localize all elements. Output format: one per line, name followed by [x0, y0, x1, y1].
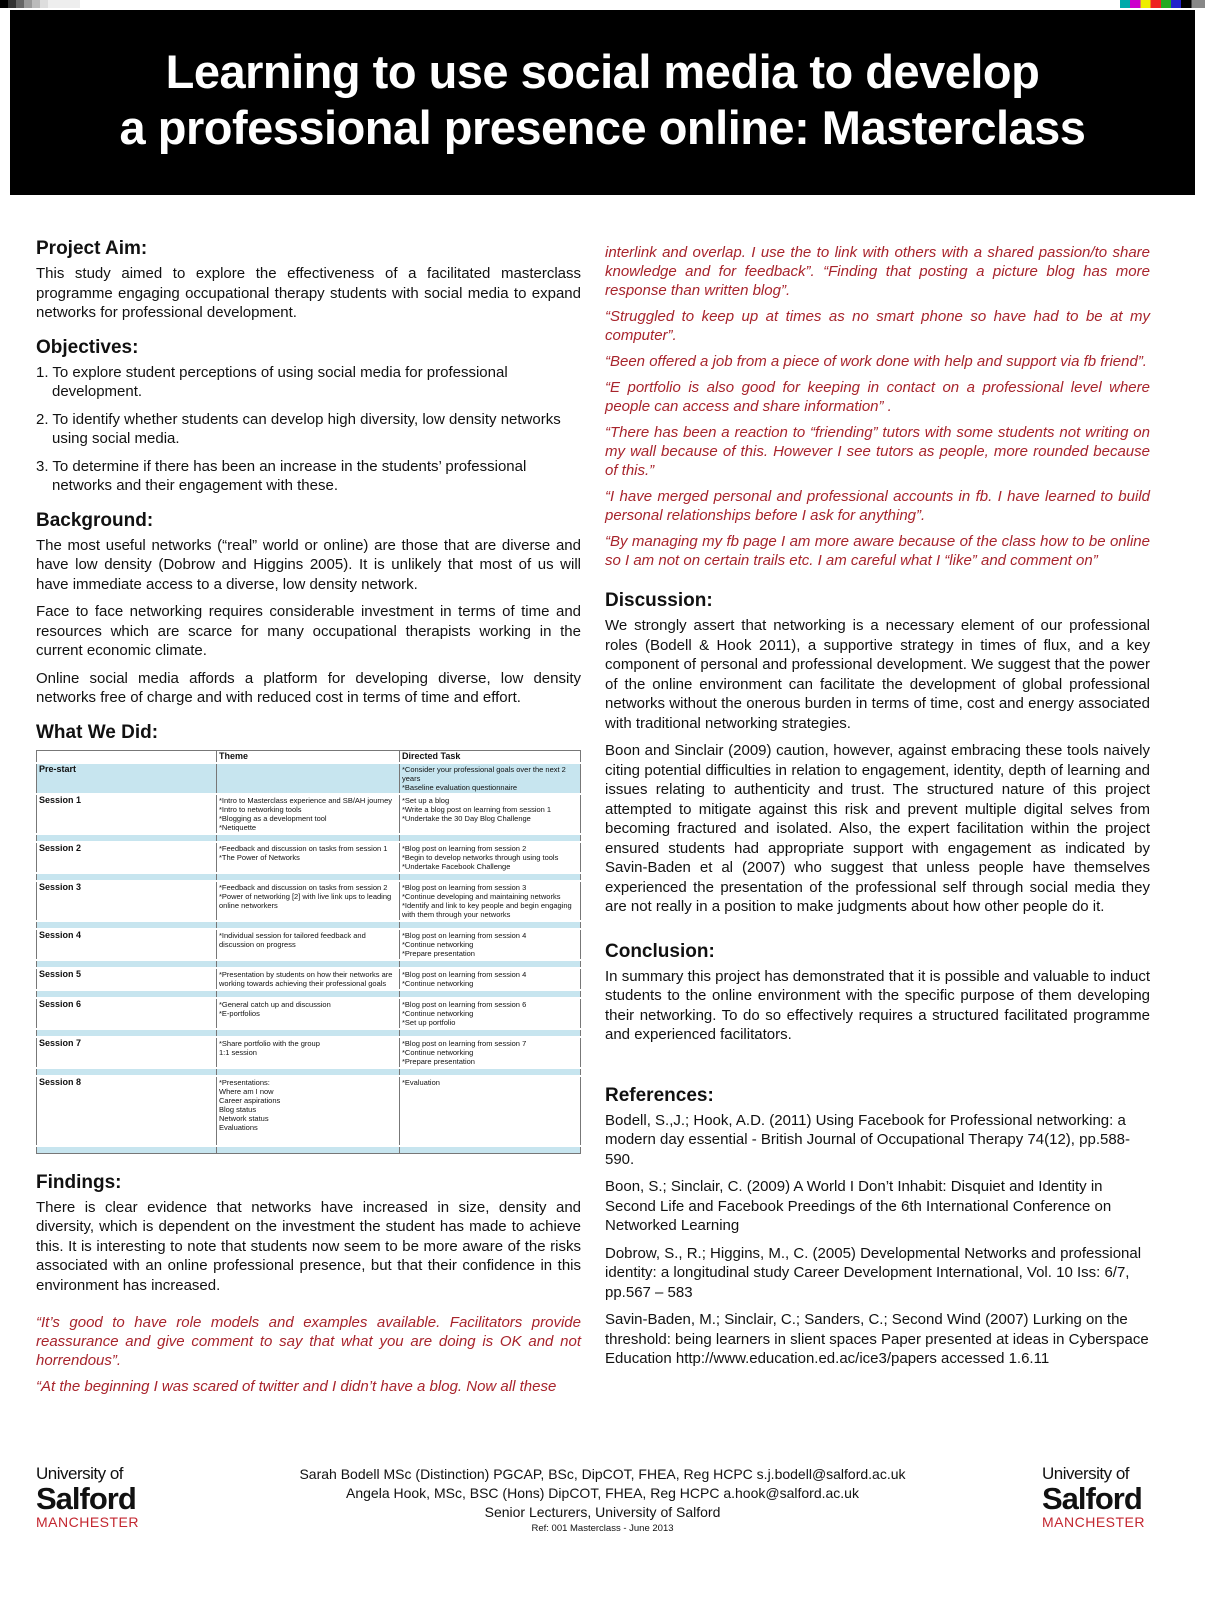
table-row: [37, 998, 581, 1029]
discussion-section: [605, 590, 1150, 917]
separator-cell: [37, 921, 217, 929]
student-quote: “By managing my fb page I am more aware because of the class how to be online so I am not on certain trails etc. I am careful what I “like” and comment on”: [605, 533, 1150, 569]
references-section: [605, 1085, 1150, 1369]
session-cell: Session 6: [37, 998, 217, 1029]
logo-manchester: MANCHESTER: [1042, 1514, 1146, 1530]
logo-university-of: University of: [1042, 1464, 1130, 1483]
table-row-separator: [37, 921, 581, 929]
author-credit: Sarah Bodell MSc (Distinction) PGCAP, BSc, DipCOT, FHEA, Reg HCPC s.j.bodell@salford.ac.uk: [299, 1466, 906, 1482]
author-credits: [250, 1465, 955, 1536]
discussion-paragraph: We strongly assert that networking is a necessary element of our professional roles (Bodell & Hook 2011), a supportive strategy in times of flux, and a key component of personal and professional development. We suggest that the power of the online environment can facilitate the development of global professional networks without the onerous burden in terms of time, cost and energy associated with traditional networking strategies.: [605, 617, 1150, 732]
separator-cell: [217, 873, 400, 881]
crop-marks-left: [0, 0, 80, 8]
background-heading: Background:: [36, 509, 154, 531]
left-column: [36, 238, 581, 1403]
author-role: Senior Lecturers, University of Salford: [484, 1504, 721, 1520]
table-header-row: [37, 750, 581, 763]
author-credit: Angela Hook, MSc, BSC (Hons) DipCOT, FHEA, Reg HCPC a.hook@salford.ac.uk: [346, 1485, 859, 1501]
reference-item: Boon, S.; Sinclair, C. (2009) A World I Don’t Inhabit: Disquiet and Identity in Second Life and Facebook Preedings of the 6th International Conference on Networked Learning: [605, 1178, 1112, 1234]
session-cell: Session 5: [37, 968, 217, 990]
student-quote: “E portfolio is also good for keeping in contact on a professional level where people can access and share information” .: [605, 379, 1150, 415]
objective-item: 3. To determine if there has been an increase in the students’ professional networks and their engagement with these.: [36, 457, 527, 494]
session-cell: Session 4: [37, 929, 217, 960]
separator-cell: [400, 960, 581, 968]
task-cell: *Blog post on learning from session 4 *Continue networking: [400, 968, 581, 990]
separator-cell: [217, 921, 400, 929]
table-row-separator: [37, 960, 581, 968]
session-cell: Session 1: [37, 794, 217, 834]
table-header-cell: [37, 750, 217, 763]
project-aim-section: [36, 238, 581, 323]
session-cell: Session 8: [37, 1076, 217, 1146]
objective-item: 1. To explore student perceptions of using social media for professional development.: [36, 363, 508, 400]
poster-ref: Ref: 001 Masterclass - June 2013: [531, 1523, 674, 1534]
task-cell: *Consider your professional goals over the next 2 years *Baseline evaluation questionnaire: [400, 763, 581, 794]
project-aim-heading: Project Aim:: [36, 238, 148, 259]
separator-cell: [400, 1029, 581, 1037]
reference-item: Savin-Baden, M.; Sinclair, C.; Sanders, C.; Second Wind (2007) Lurking on the threshold: being learners in slient spaces Paper presented at ideas in Cyberspace Education http://www.education.ed.ac/ice3/papers accessed 1.6.11: [605, 1311, 1149, 1367]
separator-cell: [217, 1068, 400, 1076]
findings-text: There is clear evidence that networks have increased in size, density and diversity, which is dependent on the investment the student has made to achieve this. It is interesting to note that students now seem to be more aware of the risks associated with an online professional presence, but that their confidence in this environment has increased.: [36, 1198, 581, 1294]
table-row-separator: [37, 873, 581, 881]
separator-cell: [37, 960, 217, 968]
objective-item: 2. To identify whether students can develop high diversity, low density networks using social media.: [36, 410, 561, 447]
table-row-separator: [37, 834, 581, 842]
session-plan-table: [36, 750, 581, 1154]
findings-quote: “It’s good to have role models and examples available. Facilitators provide reassurance and give comment to say that what you are doing is OK and not horrendous”.: [36, 1314, 581, 1369]
theme-cell: *Feedback and discussion on tasks from session 2 *Power of networking [2] with live link ups to leading online networkers: [217, 881, 400, 921]
separator-cell: [37, 1029, 217, 1037]
background-section: [36, 510, 581, 708]
table-header-cell: Directed Task: [400, 750, 581, 763]
theme-cell: *Presentations: Where am I now Career aspirations Blog status Network status Evaluations: [217, 1076, 400, 1146]
table-row: [37, 763, 581, 794]
separator-cell: [217, 990, 400, 998]
conclusion-text: In summary this project has demonstrated that it is possible and valuable to induct students to the online environment with the specific purpose of them developing their networking. To do so effectively requires a structured facilitated programme and experienced facilitators.: [605, 967, 1150, 1043]
separator-cell: [400, 990, 581, 998]
session-cell: Pre-start: [37, 763, 217, 794]
separator-cell: [37, 1068, 217, 1076]
session-cell: Session 7: [37, 1037, 217, 1068]
conclusion-heading: Conclusion:: [605, 940, 715, 962]
student-quote: “Been offered a job from a piece of work done with help and support via fb friend”.: [605, 353, 1147, 370]
student-quote: “Struggled to keep up at times as no smart phone so have had to be at my computer”.: [605, 308, 1150, 344]
conclusion-section: [605, 941, 1150, 1045]
findings-quote: “At the beginning I was scared of twitter and I didn’t have a blog. Now all these: [36, 1378, 557, 1395]
separator-cell: [400, 1068, 581, 1076]
objectives-heading: Objectives:: [36, 336, 139, 358]
poster-header: [10, 10, 1195, 195]
color-bar-right: [1120, 0, 1205, 8]
session-cell: Session 3: [37, 881, 217, 921]
task-cell: *Blog post on learning from session 4 *Continue networking *Prepare presentation: [400, 929, 581, 960]
background-paragraph: Face to face networking requires considerable investment in terms of time and resources which are scarce for many occupational therapists working in the current economic climate.: [36, 603, 581, 659]
university-logo-right: [1042, 1465, 1162, 1531]
task-cell: *Blog post on learning from session 3 *Continue developing and maintaining networks *Identify and link to key people and begin engaging with them through your networks: [400, 881, 581, 921]
student-quote: interlink and overlap. I use the to link with others with a shared passion/to share knowledge and for feedback”. “Finding that posting a picture blog has more response than written blog”.: [605, 244, 1150, 299]
references-heading: References:: [605, 1084, 714, 1106]
separator-cell: [217, 1146, 400, 1154]
separator-cell: [37, 1146, 217, 1154]
table-header-cell: Theme: [217, 750, 400, 763]
table-row: [37, 1076, 581, 1146]
discussion-heading: Discussion:: [605, 590, 713, 611]
task-cell: *Blog post on learning from session 2 *Begin to develop networks through using tools *Undertake Facebook Challenge: [400, 842, 581, 873]
separator-cell: [400, 921, 581, 929]
objectives-list: [36, 363, 581, 496]
university-logo-left: [36, 1465, 156, 1531]
separator-cell: [400, 834, 581, 842]
table-row: [37, 929, 581, 960]
discussion-paragraph: Boon and Sinclair (2009) caution, however, against embracing these tools naively citing potential difficulties in relation to engagement, identity, depth of learning and issues relating to authenticity and trust. The structured nature of this project attempted to mitigate against this risk and prevent multiple digital selves from becoming fractured and isolated. Also, the expert facilitation within the project ensured students had appropriate support with engagement as indicated by Savin-Baden et al (2007) who suggest that unless people have themselves experienced the presentation of the professional self through social media they are not really in a position to make judgments about how other people do it.: [605, 742, 1150, 915]
session-cell: Session 2: [37, 842, 217, 873]
project-aim-text: This study aimed to explore the effectiveness of a facilitated masterclass programme engaging occupational therapy students with social media to expand networks for professional development.: [36, 265, 581, 321]
table-row: [37, 842, 581, 873]
student-quote: “I have merged personal and professional accounts in fb. I have learned to build personal relationships before I ask for anything”.: [605, 488, 1150, 524]
title-line-1: Learning to use social media to develop: [165, 45, 1040, 98]
theme-cell: *Individual session for tailored feedback and discussion on progress: [217, 929, 400, 960]
table-row: [37, 968, 581, 990]
right-column: [605, 243, 1150, 1383]
what-we-did-section: [36, 722, 581, 1154]
theme-cell: *Feedback and discussion on tasks from session 1 *The Power of Networks: [217, 842, 400, 873]
separator-cell: [400, 873, 581, 881]
objectives-section: [36, 337, 581, 496]
task-cell: *Blog post on learning from session 6 *Continue networking *Set up portfolio: [400, 998, 581, 1029]
separator-cell: [37, 990, 217, 998]
background-paragraph: The most useful networks (“real” world or online) are those that are diverse and have low density (Dobrow and Higgins 2005). It is unlikely that most of us will have immediate access to a diverse, low density network.: [36, 536, 581, 593]
theme-cell: [217, 763, 400, 794]
student-quote: “There has been a reaction to “friending” tutors with some students not writing on my wall because of this. However I see tutors as people, more rounded because of this.”: [605, 424, 1150, 479]
separator-cell: [217, 1029, 400, 1037]
theme-cell: *Intro to Masterclass experience and SB/AH journey *Intro to networking tools *Blogging as a development tool *Netiquette: [217, 794, 400, 834]
separator-cell: [37, 873, 217, 881]
table-row: [37, 881, 581, 921]
background-paragraph: Online social media affords a platform for developing diverse, low density networks free of charge and with reduced cost in terms of time and effort.: [36, 669, 581, 706]
poster-title: [10, 10, 1195, 156]
logo-university-of: University of: [36, 1464, 124, 1483]
table-row: [37, 794, 581, 834]
task-cell: *Set up a blog *Write a blog post on learning from session 1 *Undertake the 30 Day Blog Challenge: [400, 794, 581, 834]
table-row: [37, 1037, 581, 1068]
task-cell: *Evaluation: [400, 1076, 581, 1146]
findings-heading: Findings:: [36, 1171, 122, 1193]
table-row-separator: [37, 1068, 581, 1076]
student-quotes: [605, 243, 1150, 570]
separator-cell: [37, 834, 217, 842]
findings-section: [36, 1172, 581, 1397]
separator-cell: [400, 1146, 581, 1154]
table-row-separator: [37, 1146, 581, 1154]
separator-cell: [217, 960, 400, 968]
table-row-separator: [37, 990, 581, 998]
what-we-did-heading: What We Did:: [36, 721, 159, 743]
logo-salford: Salford: [1042, 1481, 1142, 1516]
reference-item: Bodell, S.,J.; Hook, A.D. (2011) Using Facebook for Professional networking: a modern day essential - British Journal of Occupational Therapy 74(12), pp.588-590.: [605, 1111, 1131, 1168]
poster-footer: [0, 1465, 1205, 1565]
logo-salford: Salford: [36, 1481, 136, 1516]
task-cell: *Blog post on learning from session 7 *Continue networking *Prepare presentation: [400, 1037, 581, 1068]
reference-item: Dobrow, S., R.; Higgins, M., C. (2005) Developmental Networks and professional identity: a longitudinal study Career Development International, Vol. 10 Iss: 6/7, pp.567 – 583: [605, 1244, 1142, 1301]
title-line-2: a professional presence online: Masterclass: [119, 101, 1086, 154]
separator-cell: [217, 834, 400, 842]
theme-cell: *Presentation by students on how their networks are working towards achieving their professional goals: [217, 968, 400, 990]
logo-manchester: MANCHESTER: [36, 1514, 140, 1530]
theme-cell: *General catch up and discussion *E-portfolios: [217, 998, 400, 1029]
table-row-separator: [37, 1029, 581, 1037]
theme-cell: *Share portfolio with the group 1:1 session: [217, 1037, 400, 1068]
